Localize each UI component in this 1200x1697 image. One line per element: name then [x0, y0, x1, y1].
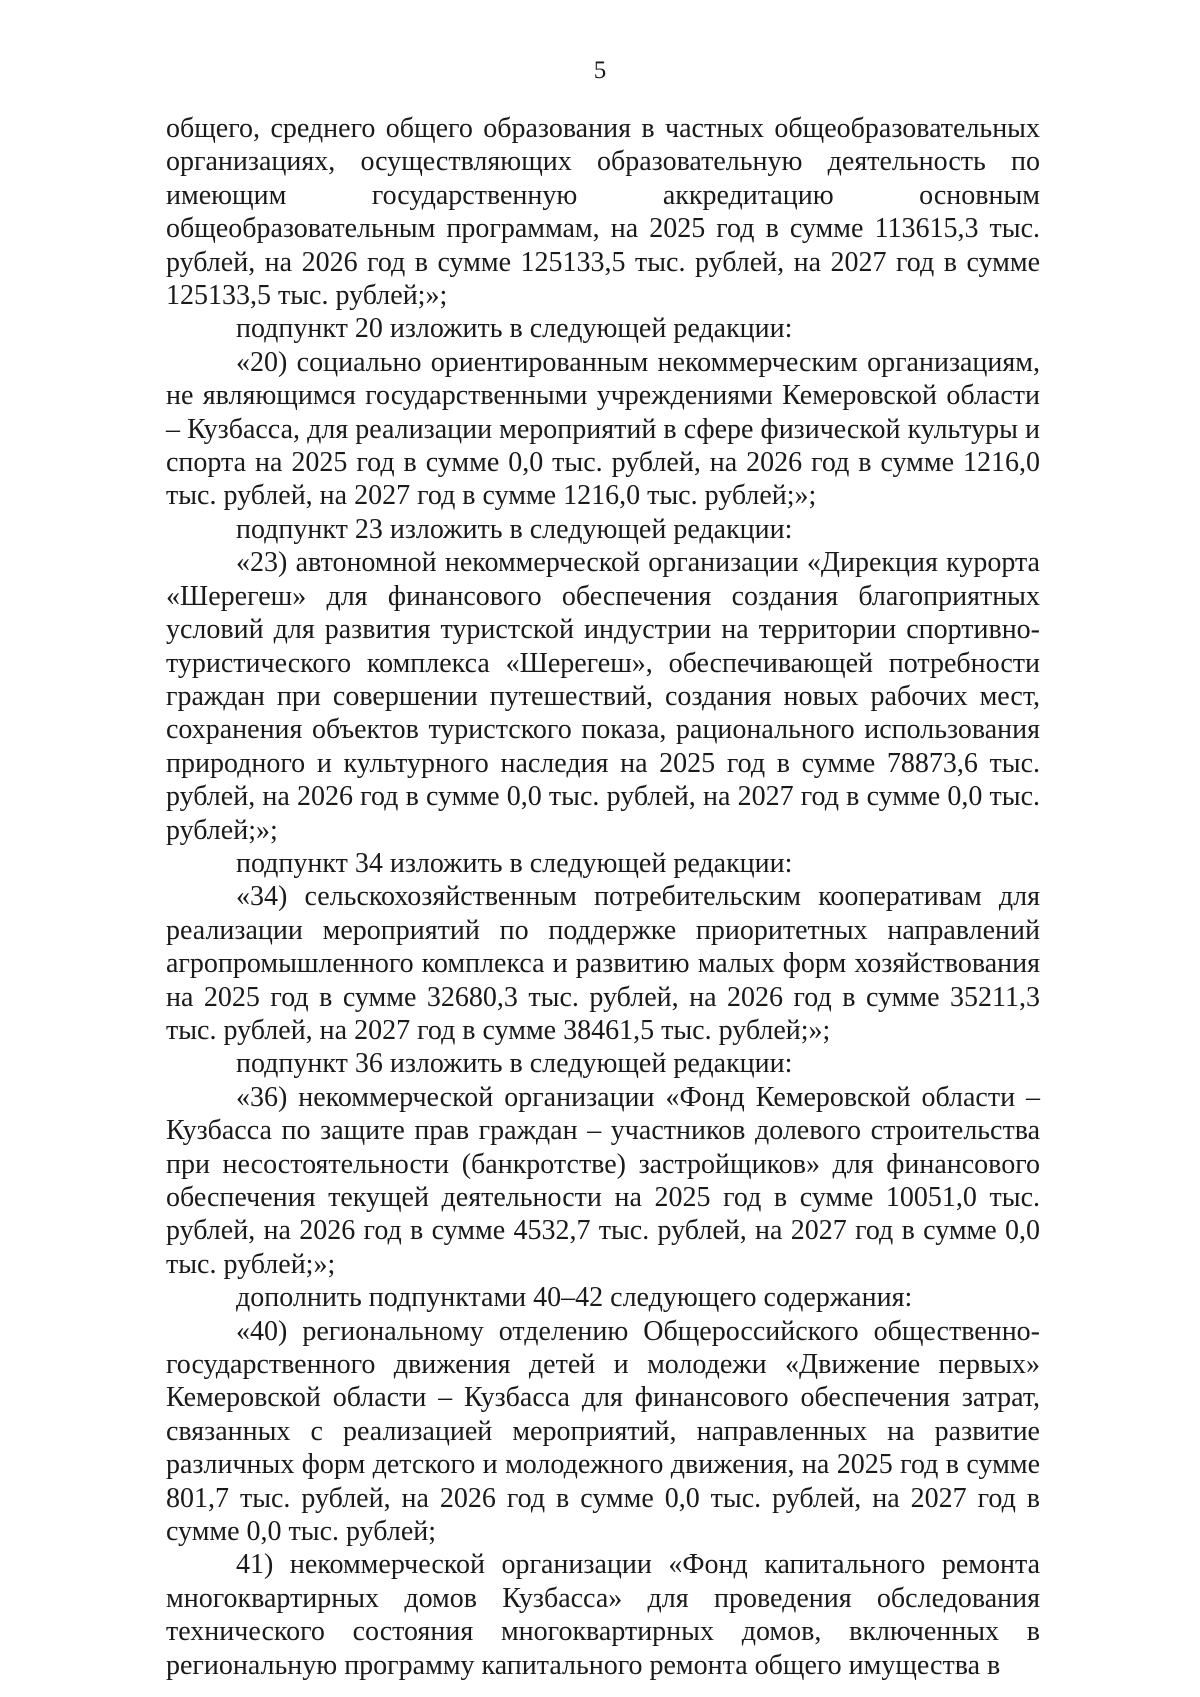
paragraph-continuation: общего, среднего общего образования в частных общеобразовательных организациях, осуществляющих образовательную деятельность по имеющим государственную аккредитацию основным общеобразовательным программам, на 2025 год в сумме 113615,3 тыс. рублей, на 2026 год в сумме 125133,5 тыс. рублей, на 2027 год в сумме 125133,5 тыс. рублей;»;: [166, 113, 1040, 312]
paragraph-subitem-41: 41) некоммерческой организации «Фонд капитального ремонта многоквартирных домов Кузбасса» для проведения обследования технического состояния многоквартирных домов, включенных в региональную программу капитального ремонта общего имущества в: [166, 1549, 1040, 1681]
paragraph-amendment-34-intro: подпункт 34 изложить в следующей редакции:: [236, 847, 793, 879]
paragraph-subitem-36: «36) некоммерческой организации «Фонд Кемеровской области – Кузбасса по защите прав граждан – участников долевого строительства при несостоятельности (банкротстве) застройщиков» для финансового обеспечения текущей деятельности на 2025 год в сумме 10051,0 тыс. рублей, на 2026 год в сумме 4532,7 тыс. рублей, на 2027 год в сумме 0,0 тыс. рублей;»;: [166, 1081, 1040, 1280]
paragraph-subitem-40: «40) региональному отделению Общероссийского общественно-государственного движения детей и молодежи «Движение первых» Кемеровской области – Кузбасса для финансового обеспечения затрат, связанных с реализацией мероприятий, направленных на развитие различных форм детского и молодежного движения, на 2025 год в сумме 801,7 тыс. рублей, на 2026 год в сумме 0,0 тыс. рублей, на 2027 год в сумме 0,0 тыс. рублей;: [166, 1315, 1040, 1548]
paragraph-subitem-20: «20) социально ориентированным некоммерческим организациям, не являющимся государственными учреждениями Кемеровской области – Кузбасса, для реализации мероприятий в сфере физической культуры и спорта на 2025 год в сумме 0,0 тыс. рублей, на 2026 год в сумме 1216,0 тыс. рублей, на 2027 год в сумме 1216,0 тыс. рублей;»;: [166, 346, 1040, 512]
paragraph-amendment-36-intro: подпункт 36 изложить в следующей редакции:: [236, 1048, 793, 1080]
page-number: 5: [593, 57, 607, 84]
document-body: [166, 112, 1040, 1682]
paragraph-amendment-23-intro: подпункт 23 изложить в следующей редакции:: [236, 513, 793, 545]
paragraph-subitem-23: «23) автономной некоммерческой организации «Дирекция курорта «Шерегеш» для финансового обеспечения создания благоприятных условий для развития туристской индустрии на территории спортивно-туристического комплекса «Шерегеш», обеспечивающей потребности граждан при совершении путешествий, создания новых рабочих мест, сохранения объектов туристского показа, рационального использования природного и культурного наследия на 2025 год в сумме 78873,6 тыс. рублей, на 2026 год в сумме 0,0 тыс. рублей, на 2027 год в сумме 0,0 тыс. рублей;»;: [166, 547, 1040, 846]
paragraph-addition-intro: дополнить подпунктами 40–42 следующего содержания:: [236, 1282, 913, 1314]
paragraph-subitem-34: «34) сельскохозяйственным потребительским кооперативам для реализации мероприятий по поддержке приоритетных направлений агропромышленного комплекса и развитию малых форм хозяйствования на 2025 год в сумме 32680,3 тыс. рублей, на 2026 год в сумме 35211,3 тыс. рублей, на 2027 год в сумме 38461,5 тыс. рублей;»;: [166, 881, 1040, 1046]
paragraph-amendment-20-intro: подпункт 20 изложить в следующей редакции:: [236, 313, 793, 345]
